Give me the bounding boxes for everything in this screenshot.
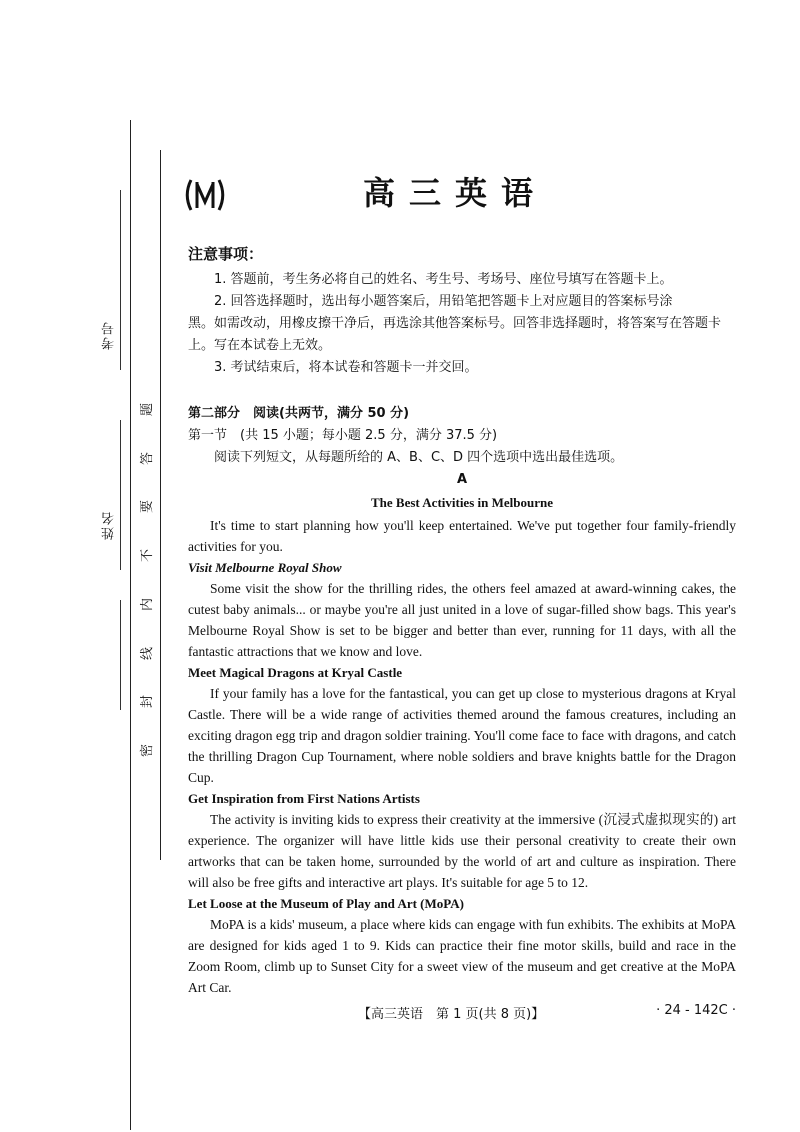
warning-char: 答 xyxy=(140,451,156,465)
warning-char: 内 xyxy=(140,597,156,611)
warning-char: 密 xyxy=(140,743,156,757)
binding-line-inner xyxy=(160,150,161,860)
notice-item: 1. 答题前，考生务必将自己的姓名、考生号、考场号、座位号填写在答题卡上。 xyxy=(214,272,673,287)
exam-content xyxy=(188,244,736,998)
exam-code: · 24 - 142C · xyxy=(656,1003,736,1018)
instruction: 阅读下列短文，从每题所给的 A、B、C、D 四个选项中选出最佳选项。 xyxy=(214,450,624,465)
exam-number-label: 考号 xyxy=(102,320,117,350)
section-title: Visit Melbourne Royal Show xyxy=(188,560,342,575)
section-heading: 第一节 (共 15 小题；每小题 2.5 分，满分 37.5 分) xyxy=(188,428,498,443)
notice-item: 3. 考试结束后，将本试卷和答题卡一并交回。 xyxy=(214,360,478,375)
name-line xyxy=(120,420,121,570)
page-title: 高三英语 xyxy=(362,174,547,212)
seal-line-warning xyxy=(135,400,157,760)
section-title: Let Loose at the Museum of Play and Art (MoPA) xyxy=(188,896,464,911)
passage-letter: A xyxy=(456,472,468,487)
section-text: Some visit the show for the thrilling rides, the others feel amazed at award-winning cakes, the cutest baby animals... or maybe you're all just united in a love of sugar-filled show bags. This year's Melbourne Royal Show is set to be bigger and better than ever, running for 11 days, with all the fantastic attractions that we know and love. xyxy=(188,581,736,659)
section-title: Get Inspiration from First Nations Artists xyxy=(188,791,420,806)
section-text: The activity is inviting kids to express their creativity at the immersive (沉浸式虚拟现实的) art experience. The organizer will have little kids use their personal creativity to create their own artworks that can be taken home, surrounded by the world of art and culture as inspiration. There will also be free gifts and interactive art plays. It's suitable for age 5 to 12. xyxy=(188,812,736,890)
passage-title: The Best Activities in Melbourne xyxy=(371,495,553,510)
warning-char: 线 xyxy=(140,646,156,660)
warning-char: 不 xyxy=(140,549,156,563)
part-heading: 第二部分 阅读(共两节，满分 50 分) xyxy=(188,406,410,421)
exam-number-line xyxy=(120,190,121,370)
name-label: 姓名 xyxy=(102,510,117,540)
warning-char: 封 xyxy=(140,695,156,709)
binding-line-outer xyxy=(130,120,131,1130)
section-text: MoPA is a kids' museum, a place where kids can engage with fun exhibits. The exhibits at MoPA are designed for kids aged 1 to 9. Kids can practice their fine motor skills, build and race in the Zoom Room, climb up to Sunset City for a sweet view of the museum and get creative at the MoPA Art Car. xyxy=(188,917,736,995)
notice-heading: 注意事项： xyxy=(188,245,264,263)
passage-intro: It's time to start planning how you'll keep entertained. We've put together four family-friendly activities for you. xyxy=(188,518,736,554)
notice-item-continued: 黑。如需改动，用橡皮擦干净后，再选涂其他答案标号。回答非选择题时，将答案写在答题卡上。写在本试卷上无效。 xyxy=(188,316,722,353)
notice-item: 2. 回答选择题时，选出每小题答案后，用铅笔把答题卡上对应题目的答案标号涂 xyxy=(214,294,673,309)
seat-line xyxy=(120,600,121,710)
warning-char: 要 xyxy=(140,500,156,514)
section-text: If your family has a love for the fantastical, you can get up close to mysterious dragons at Kryal Castle. There will be a wide range of activities themed around the famous creatures, including an exciting dragon egg trip and dragon soldier training. You'll come face to face with dragons, and catch the thrilling Dragon Cup Tournament, where noble soldiers and brave knights battle for the Dragon Cup. xyxy=(188,686,736,785)
page-number: 【高三英语 第 1 页(共 8 页)】 xyxy=(358,1007,545,1022)
section-title: Meet Magical Dragons at Kryal Castle xyxy=(188,665,403,680)
warning-char: 题 xyxy=(140,402,156,417)
